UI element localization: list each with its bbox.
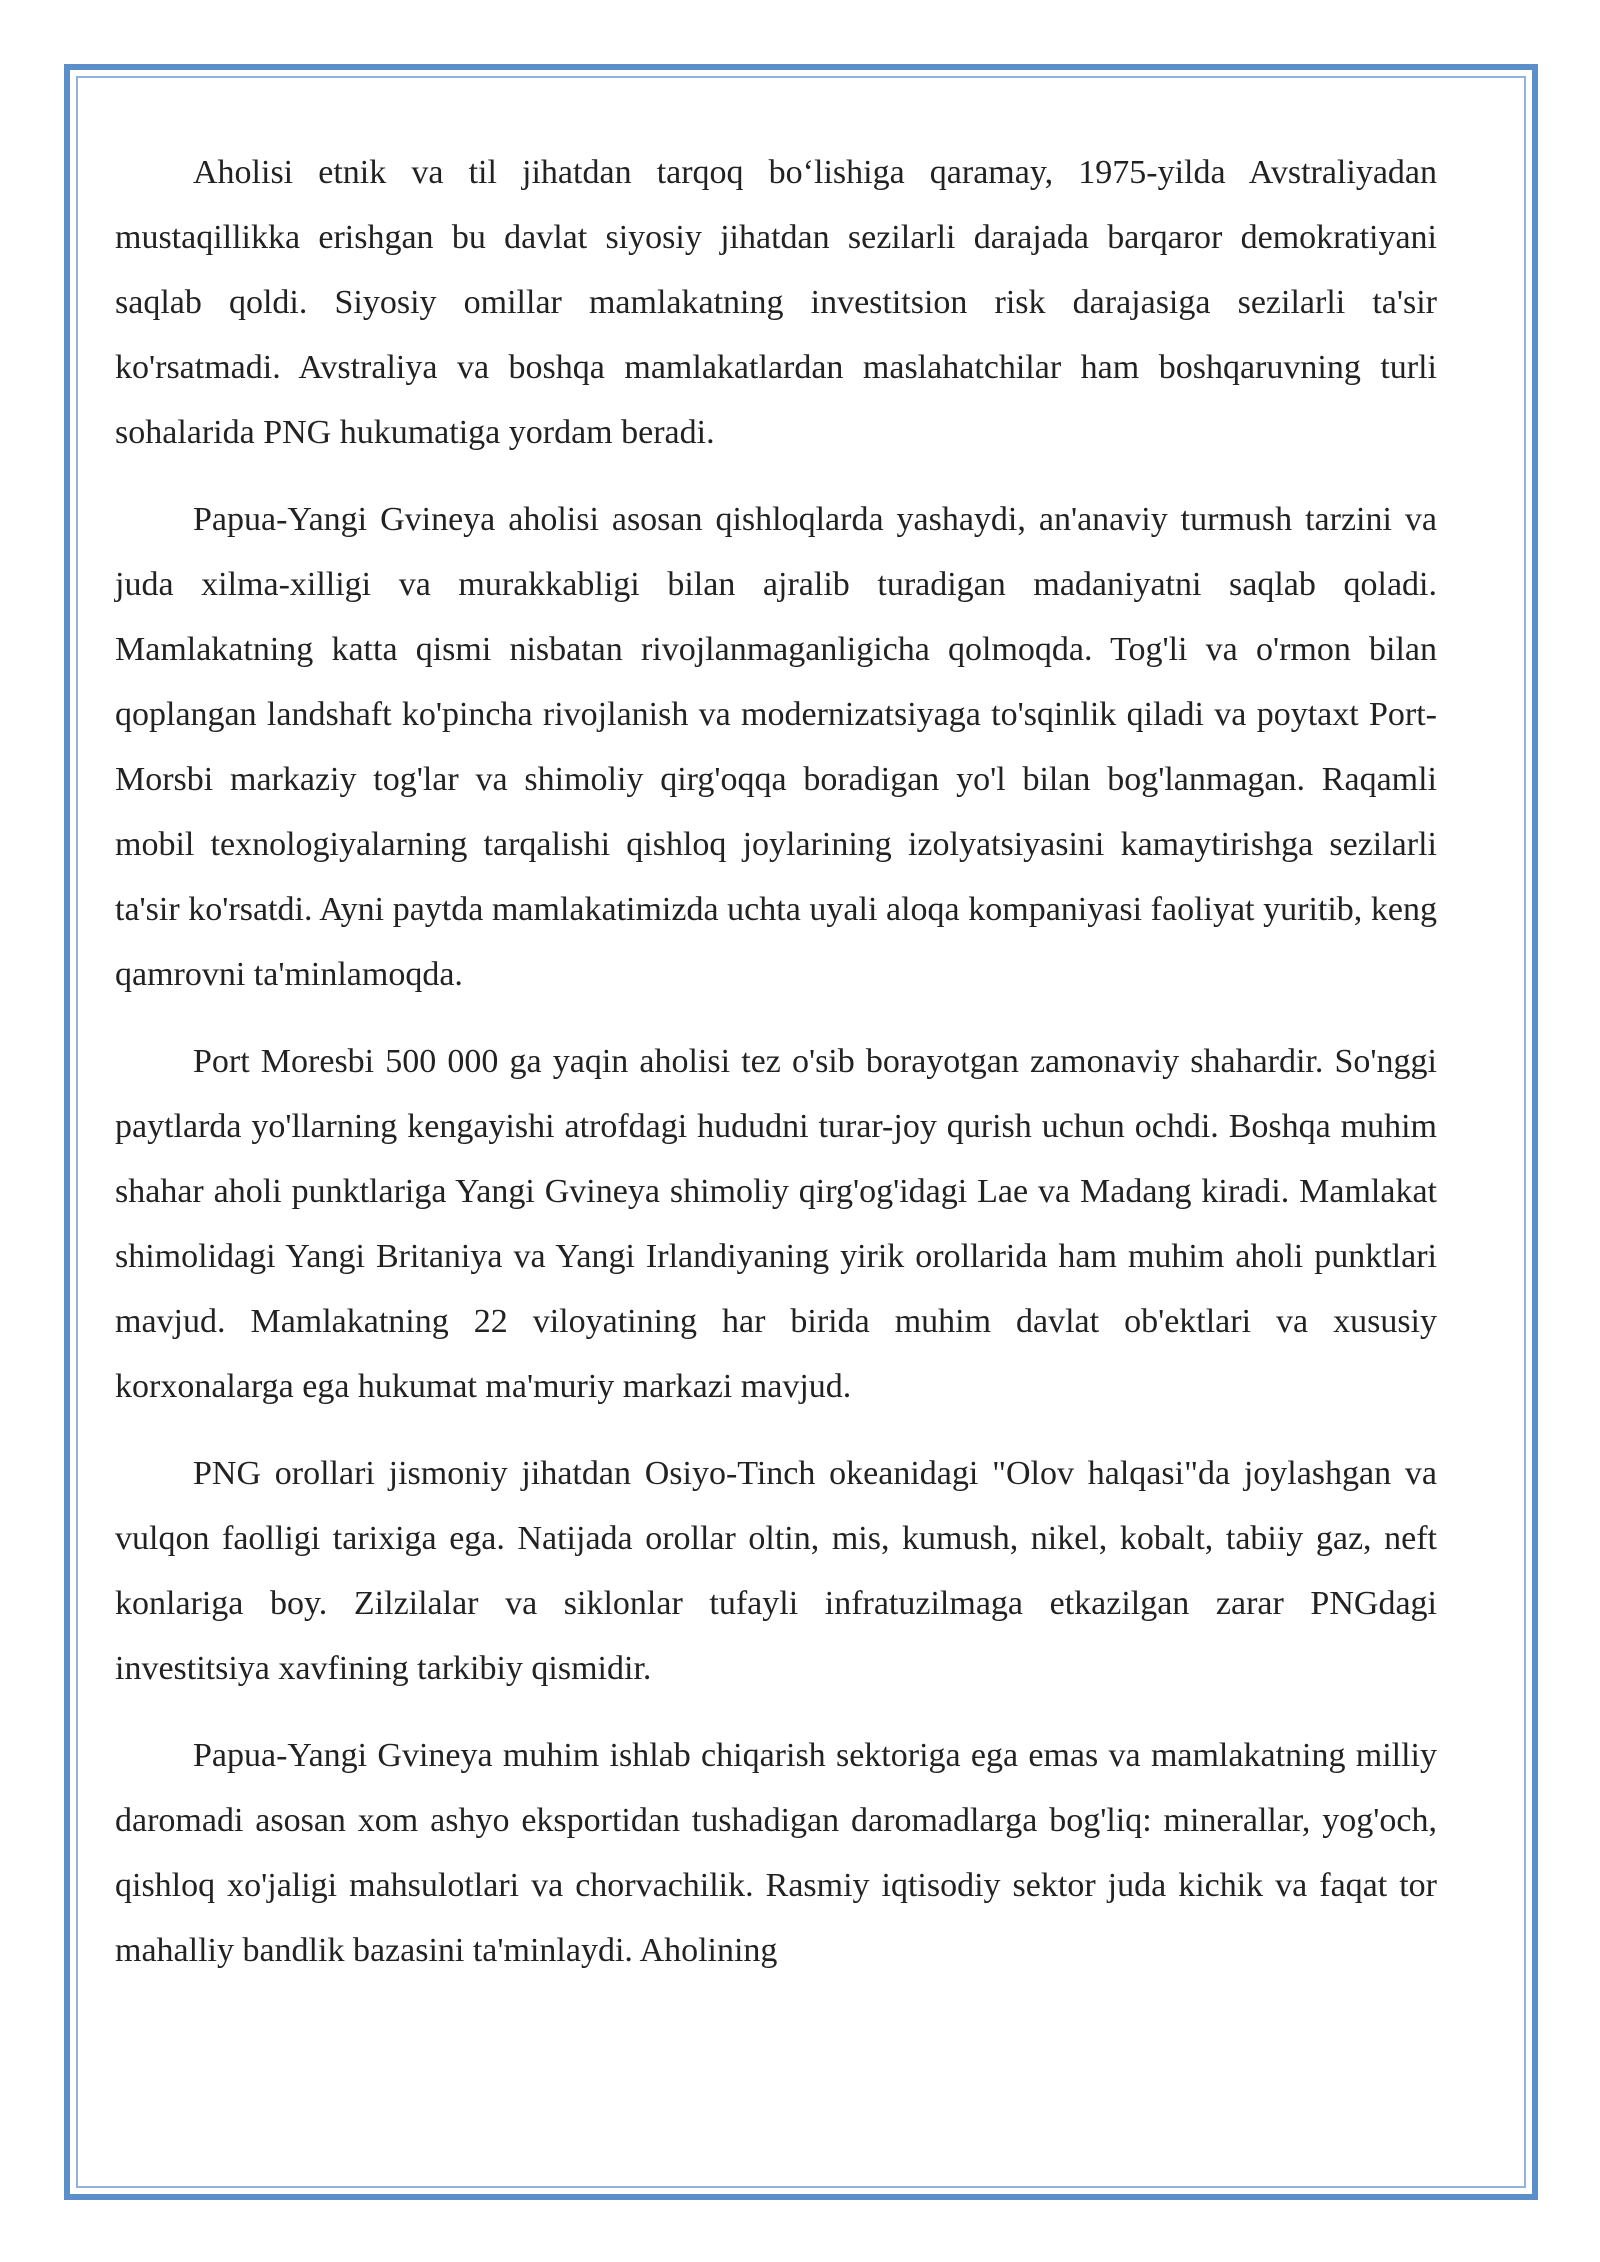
paragraph-3: Port Moresbi 500 000 ga yaqin aholisi tez o'sib borayotgan zamonaviy shahardir. So'nggi paytlarda yo'llarning kengayishi atrofdagi hududni turar-joy qurish uchun ochdi. Boshqa muhim shahar aholi punktlariga Yangi Gvineya shimoliy qirg'og'idagi Lae va Madang kiradi. Mamlakat shimolidagi Yangi Britaniya va Yangi Irlandiyaning yirik orollarida ham muhim aholi punktlari mavjud. Mamlakatning 22 viloyatining har birida muhim davlat ob'ektlari va xususiy korxonalarga ega hukumat ma'muriy markazi mavjud. — [115, 1043, 1437, 1405]
paragraph-4: PNG orollari jismoniy jihatdan Osiyo-Tinch okeanidagi "Olov halqasi"da joylashgan va vulqon faolligi tarixiga ega. Natijada orollar oltin, mis, kumush, nikel, kobalt, tabiiy gaz, neft konlariga boy. Zilzilalar va siklonlar tufayli infratuzilmaga etkazilgan zarar PNGdagi investitsiya xavfining tarkibiy qismidir. — [115, 1455, 1437, 1687]
document-body — [115, 140, 1437, 2005]
paragraph-2: Papua-Yangi Gvineya aholisi asosan qishloqlarda yashaydi, an'anaviy turmush tarzini va juda xilma-xilligi va murakkabligi bilan ajralib turadigan madaniyatni saqlab qoladi. Mamlakatning katta qismi nisbatan rivojlanmaganligicha qolmoqda. Tog'li va o'rmon bilan qoplangan landshaft ko'pincha rivojlanish va modernizatsiyaga to'sqinlik qiladi va poytaxt Port-Morsbi markaziy tog'lar va shimoliy qirg'oqqa boradigan yo'l bilan bog'lanmagan. Raqamli mobil texnologiyalarning tarqalishi qishloq joylarining izolyatsiyasini kamaytirishga sezilarli ta'sir ko'rsatdi. Ayni paytda mamlakatimizda uchta uyali aloqa kompaniyasi faoliyat yuritib, keng qamrovni ta'minlamoqda. — [115, 501, 1437, 993]
paragraph-1: Aholisi etnik va til jihatdan tarqoq bo‘lishiga qaramay, 1975-yilda Avstraliyadan mustaqillikka erishgan bu davlat siyosiy jihatdan sezilarli darajada barqaror demokratiyani saqlab qoldi. Siyosiy omillar mamlakatning investitsion risk darajasiga sezilarli ta'sir ko'rsatmadi. Avstraliya va boshqa mamlakatlardan maslahatchilar ham boshqaruvning turli sohalarida PNG hukumatiga yordam beradi. — [115, 154, 1437, 451]
paragraph-5: Papua-Yangi Gvineya muhim ishlab chiqarish sektoriga ega emas va mamlakatning milliy daromadi asosan xom ashyo eksportidan tushadigan daromadlarga bog'liq: minerallar, yog'och, qishloq xo'jaligi mahsulotlari va chorvachilik. Rasmiy iqtisodiy sektor juda kichik va faqat tor mahalliy bandlik bazasini ta'minlaydi. Aholining — [115, 1737, 1437, 1969]
